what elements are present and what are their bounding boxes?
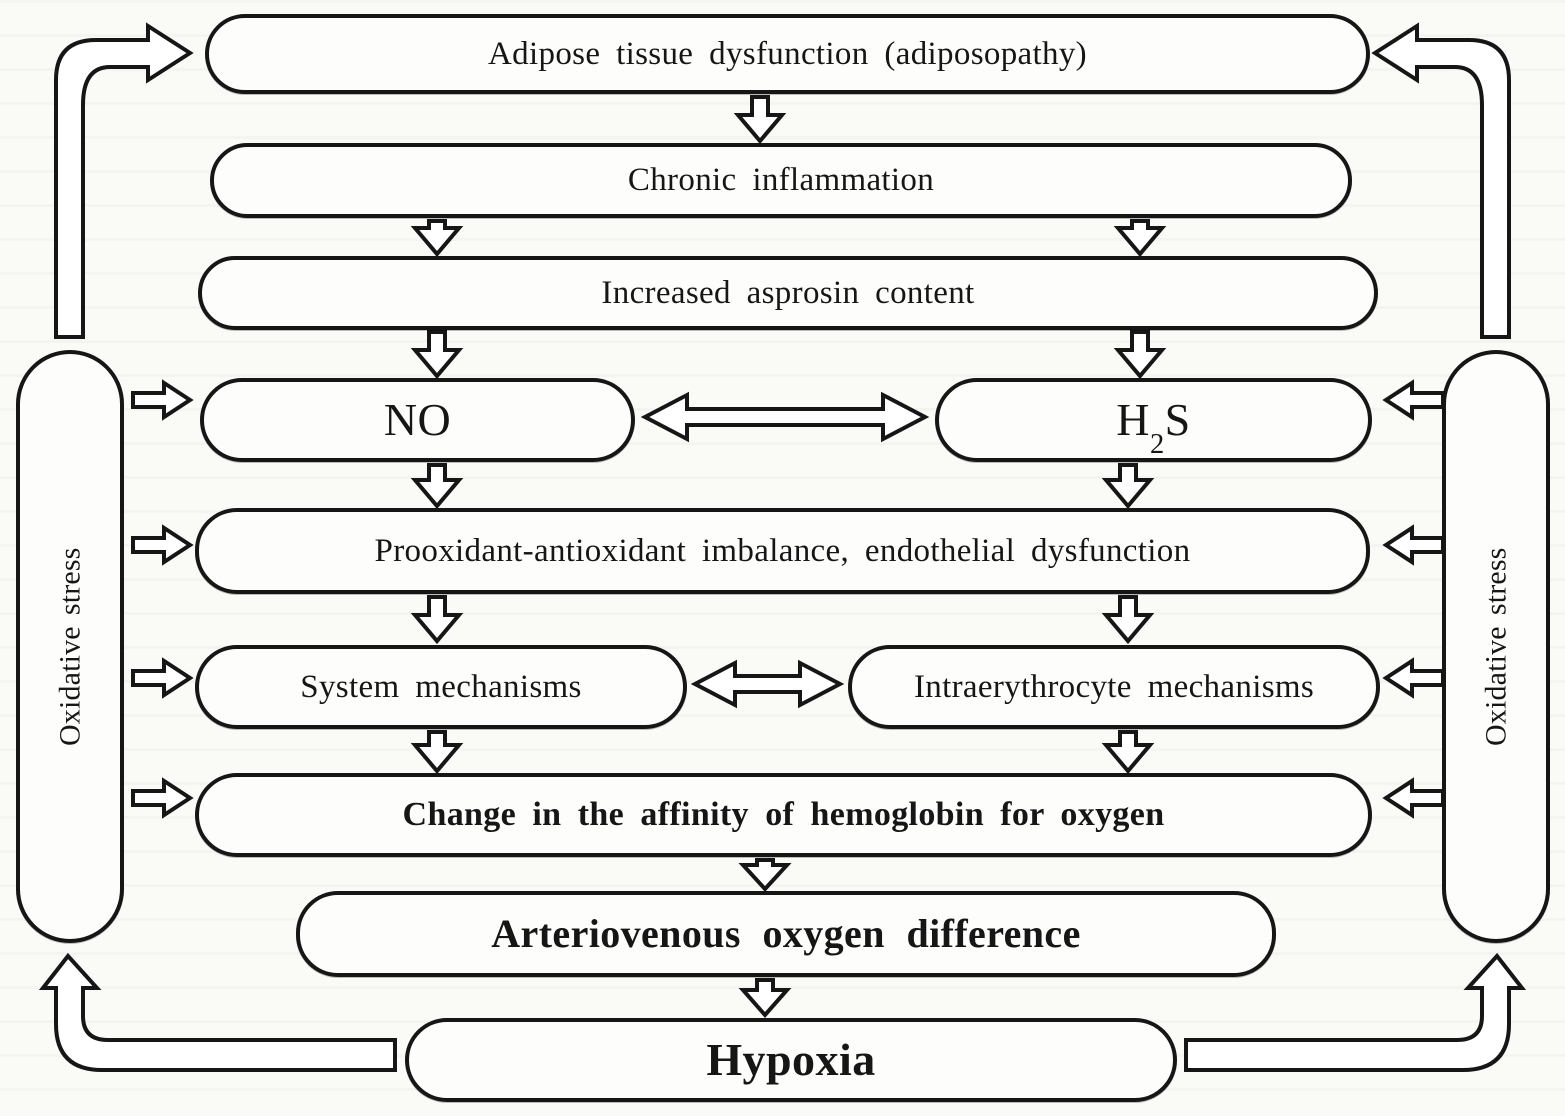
node-system-mechanisms — [195, 645, 687, 729]
node-no-label: NO — [383, 393, 452, 445]
arrow-oxidative-right-to-affinity — [1386, 781, 1443, 815]
arrow-oxidative-left-to-prooxidant — [133, 528, 190, 562]
arrow-down-asprosin-to-no — [415, 332, 459, 376]
arrow-bidirectional-system-intraerythrocyte — [695, 663, 840, 705]
arrow-down-arteriovenous-to-hypoxia — [743, 980, 787, 1015]
arrow-down-chronic-right — [1118, 221, 1162, 254]
arrow-down-adipose-to-chronic — [738, 97, 782, 141]
arrow-oxidative-right-to-h2s — [1386, 383, 1443, 417]
arrow-bidirectional-no-h2s — [645, 395, 925, 439]
arrow-down-affinity-to-arteriovenous — [743, 860, 787, 889]
arrow-oxidative-left-to-no — [133, 383, 190, 417]
arrow-down-intraerythrocyte-to-affinity — [1106, 732, 1150, 771]
node-adipose-label: Adipose tissue dysfunction (adiposopathy) — [488, 35, 1087, 72]
node-affinity-label: Change in the affinity of hemoglobin for oxygen — [402, 796, 1165, 834]
node-hemoglobin-affinity-change — [195, 773, 1372, 857]
arrow-oxidative-right-to-prooxidant — [1386, 528, 1443, 562]
node-oxidative-stress-left — [16, 350, 124, 943]
arrow-down-prooxidant-to-intraerythrocyte — [1106, 597, 1150, 641]
node-hypoxia-label: Hypoxia — [706, 1033, 876, 1085]
node-arteriovenous-oxygen-difference — [296, 891, 1276, 977]
arrow-down-system-to-affinity — [415, 732, 459, 771]
node-increased-asprosin-content — [198, 256, 1378, 330]
arrow-down-prooxidant-to-system — [415, 597, 459, 641]
arrow-feedback-top-left — [56, 26, 190, 337]
node-oxidative-stress-left-label: Oxidative stress — [53, 547, 87, 746]
arrow-down-asprosin-to-h2s — [1118, 332, 1162, 376]
arrow-oxidative-right-to-intraerythrocyte — [1386, 661, 1443, 695]
node-prooxidant-antioxidant-imbalance — [195, 508, 1370, 594]
arrow-oxidative-left-to-affinity — [133, 781, 190, 815]
node-prooxidant-label: Prooxidant-antioxidant imbalance, endothelial dysfunction — [374, 532, 1191, 569]
node-hypoxia — [405, 1018, 1177, 1102]
node-intraerythrocyte-mechanisms — [848, 645, 1380, 729]
node-h2s — [935, 378, 1372, 462]
arrow-down-chronic-left — [415, 221, 459, 254]
node-chronic-label: Chronic inflammation — [627, 162, 935, 199]
node-oxidative-stress-right — [1442, 350, 1550, 943]
node-intraerythrocyte-label: Intraerythrocyte mechanisms — [913, 668, 1315, 705]
node-asprosin-label: Increased asprosin content — [601, 274, 975, 311]
node-oxidative-stress-right-label: Oxidative stress — [1479, 547, 1513, 746]
arrow-down-no-to-prooxidant — [415, 465, 459, 506]
node-chronic-inflammation — [210, 143, 1352, 218]
node-system-label: System mechanisms — [300, 668, 582, 705]
arrow-feedback-top-right — [1375, 26, 1509, 337]
arrow-oxidative-left-to-system — [133, 661, 190, 695]
node-h2s-label: $H_2S$ — [1116, 393, 1191, 461]
node-adipose-tissue-dysfunction — [205, 14, 1370, 94]
node-arteriovenous-label: Arteriovenous oxygen difference — [491, 911, 1081, 956]
arrow-down-h2s-to-prooxidant — [1106, 465, 1150, 506]
node-no — [200, 378, 635, 462]
